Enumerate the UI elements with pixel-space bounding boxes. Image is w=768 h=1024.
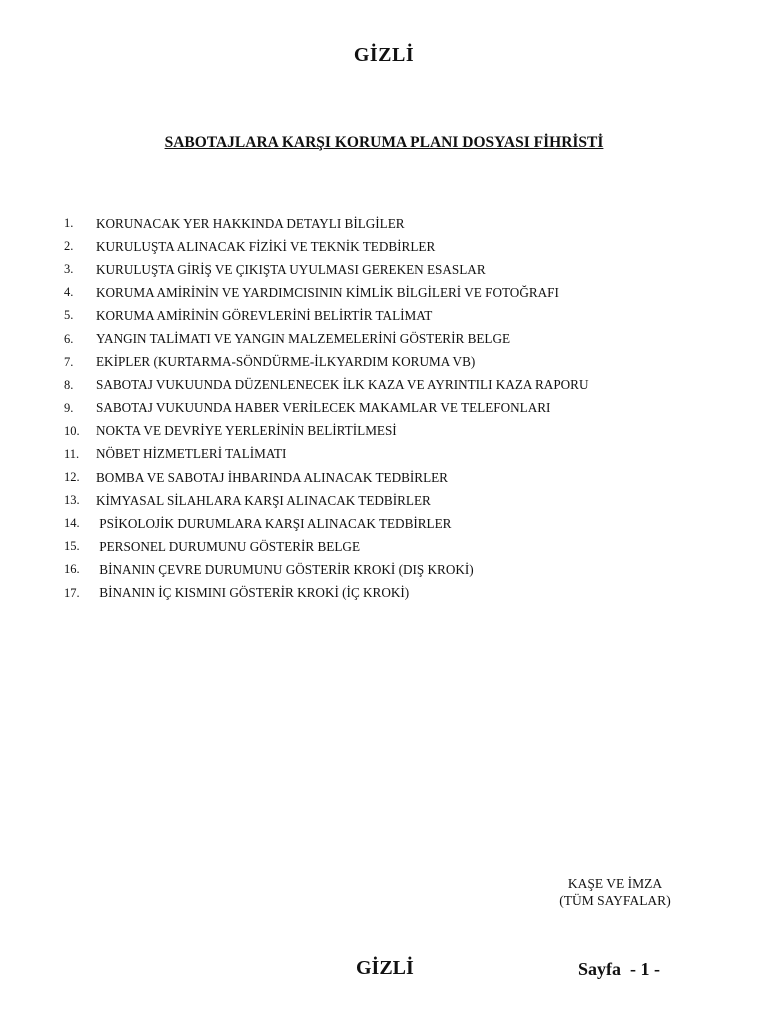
item-text: BİNANIN İÇ KISMINI GÖSTERİR KROKİ (İÇ KROKİ) [96,585,410,601]
list-item [64,397,704,420]
list-item [64,374,704,397]
item-text: KİMYASAL SİLAHLARA KARŞI ALINACAK TEDBİRLER [96,492,431,508]
item-number: 4. [64,285,74,300]
list-item [64,327,704,350]
item-text: NÖBET HİZMETLERİ TALİMATI [96,446,287,462]
list-item [64,466,704,489]
list-item [64,512,704,535]
page-number: Sayfa - 1 - [578,959,660,979]
signature-note: (TÜM SAYFALAR) [559,893,671,908]
item-number: 9. [64,400,74,415]
item-number: 5. [64,308,74,323]
item-number: 11. [64,446,80,461]
item-number: 6. [64,331,74,346]
signature-label: KAŞE VE İMZA [567,876,663,891]
item-text: BİNANIN ÇEVRE DURUMUNU GÖSTERİR KROKİ (DIŞ KROKİ) [96,561,474,577]
item-number: 17. [64,585,80,600]
footer-classification: GİZLİ [356,957,414,979]
item-number: 12. [64,470,80,485]
item-number: 13. [64,493,80,508]
index-list [64,212,704,605]
header-classification: GİZLİ [353,44,415,66]
list-item [64,258,704,281]
item-text: KURULUŞTA GİRİŞ VE ÇIKIŞTA UYULMASI GEREKEN ESASLAR [96,261,486,277]
item-text: KORUNACAK YER HAKKINDA DETAYLI BİLGİLER [96,215,405,231]
list-item [64,558,704,581]
item-text: SABOTAJ VUKUUNDA DÜZENLENECEK İLK KAZA VE AYRINTILI KAZA RAPORU [96,377,589,393]
item-text: EKİPLER (KURTARMA-SÖNDÜRME-İLKYARDIM KORUMA VB) [96,354,476,370]
item-number: 16. [64,562,80,577]
item-text: PERSONEL DURUMUNU GÖSTERİR BELGE [96,538,361,554]
item-number: 2. [64,239,74,254]
list-item [64,212,704,235]
item-number: 3. [64,262,74,277]
signature-block [520,875,710,909]
item-text: SABOTAJ VUKUUNDA HABER VERİLECEK MAKAMLAR VE TELEFONLARI [96,400,551,416]
item-text: KORUMA AMİRİNİN GÖREVLERİNİ BELİRTİR TALİMAT [96,307,433,323]
list-item [64,304,704,327]
list-item [64,535,704,558]
item-number: 10. [64,423,80,438]
list-item [64,351,704,374]
item-text: BOMBA VE SABOTAJ İHBARINDA ALINACAK TEDBİRLER [96,469,448,485]
item-text: PSİKOLOJİK DURUMLARA KARŞI ALINACAK TEDBİRLER [96,515,452,531]
item-number: 1. [64,216,74,231]
item-text: YANGIN TALİMATI VE YANGIN MALZEMELERİNİ GÖSTERİR BELGE [96,331,511,347]
item-number: 8. [64,377,74,392]
item-text: KORUMA AMİRİNİN VE YARDIMCISININ KİMLİK BİLGİLERİ VE FOTOĞRAFI [96,284,559,300]
list-item [64,420,704,443]
list-item [64,443,704,466]
document-title: SABOTAJLARA KARŞI KORUMA PLANI DOSYASI FİHRİSTİ [164,134,604,151]
list-item [64,489,704,512]
list-item [64,235,704,258]
list-item [64,281,704,304]
item-text: NOKTA VE DEVRİYE YERLERİNİN BELİRTİLMESİ [96,423,397,439]
list-item [64,582,704,605]
item-number: 7. [64,354,74,369]
item-text: KURULUŞTA ALINACAK FİZİKİ VE TEKNİK TEDBİRLER [96,238,436,254]
item-number: 15. [64,539,80,554]
item-number: 14. [64,516,80,531]
